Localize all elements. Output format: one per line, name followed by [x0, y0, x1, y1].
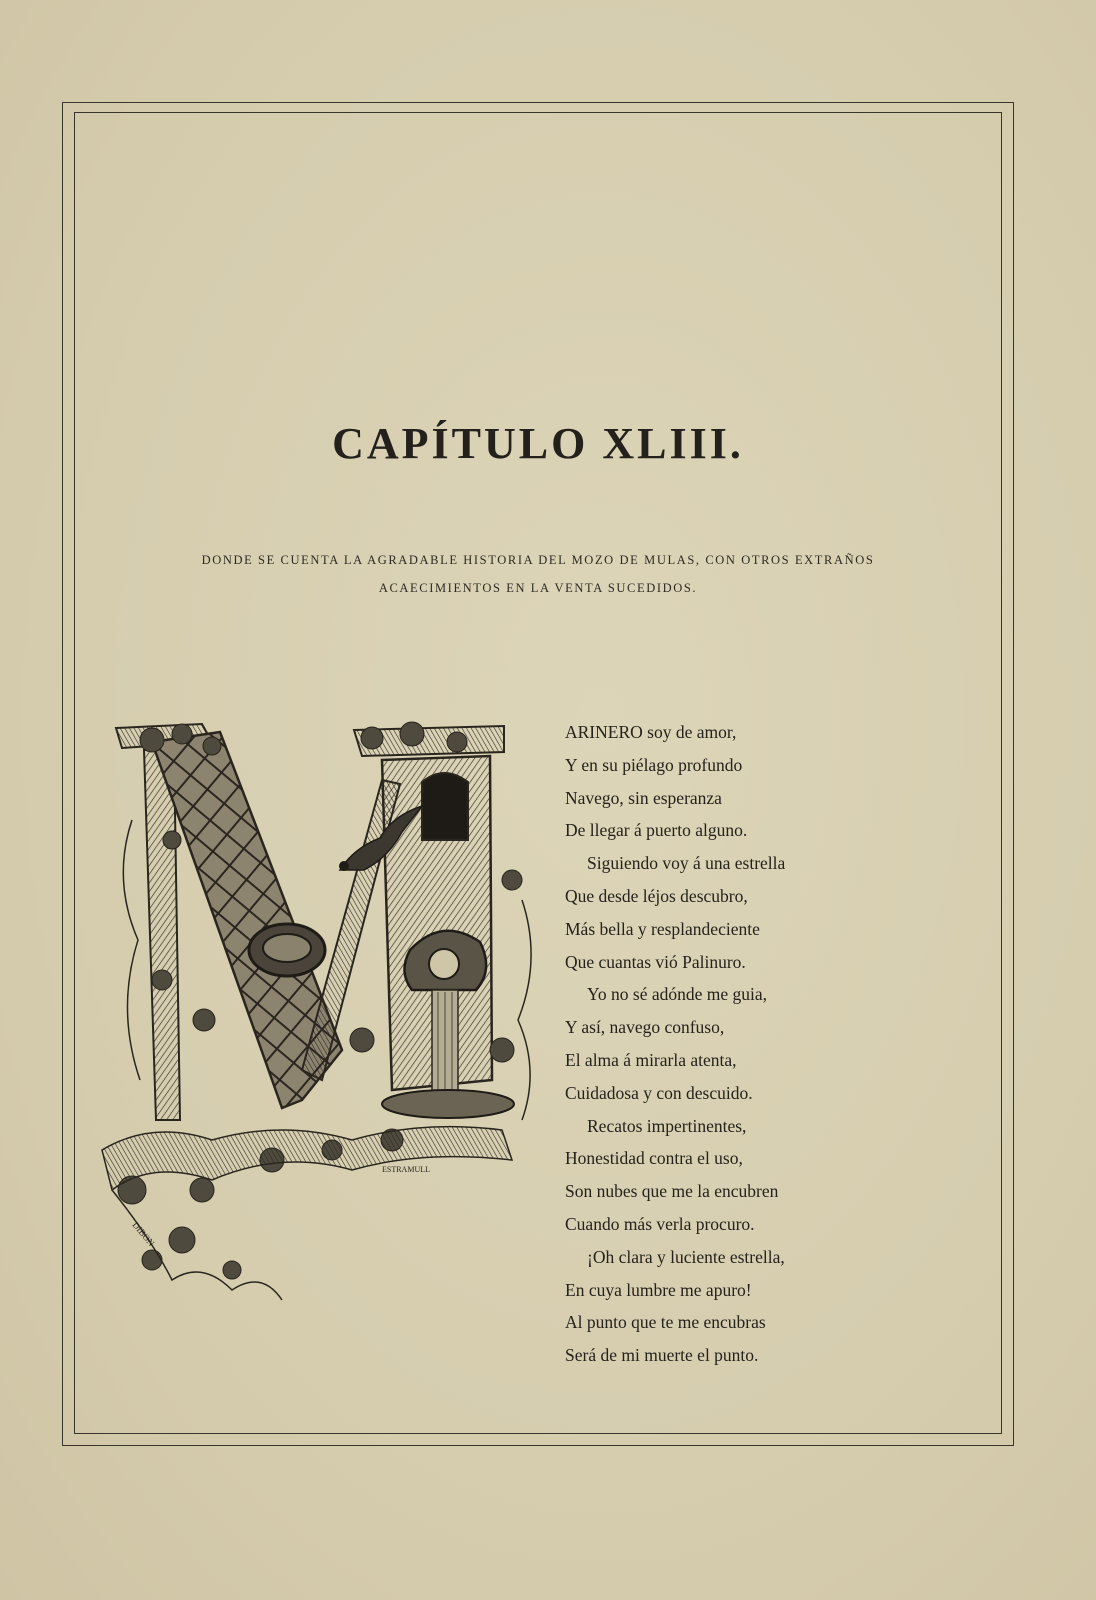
poem-line: Al punto que te me encubras: [565, 1312, 766, 1333]
poem-line: Cuidadosa y con descuido.: [565, 1082, 753, 1103]
chapter-title: CAPÍTULO XLIII.: [332, 419, 744, 468]
chapter-subtitle-line-2: ACAECIMIENTOS EN LA VENTA SUCEDIDOS.: [378, 581, 698, 595]
poem-line: Recatos impertinentes,: [587, 1115, 747, 1136]
engraver-signature: ESTRAMULL: [382, 1165, 430, 1174]
poem-line: ARINERO soy de amor,: [565, 722, 737, 742]
decorated-initial-m: [92, 720, 552, 1320]
poem-line: Honestidad contra el uso,: [565, 1148, 743, 1169]
poem-line: Y en su piélago profundo: [565, 754, 743, 775]
poem-line: Cuando más verla procuro.: [565, 1213, 755, 1234]
poem-line: Que cuantas vió Palinuro.: [565, 951, 746, 972]
chapter-subtitle-line-1: DONDE SE CUENTA LA AGRADABLE HISTORIA DEL MOZO DE MULAS, CON OTROS EXTRAÑOS: [201, 553, 875, 567]
poem-line: Navego, sin esperanza: [565, 787, 722, 808]
poem-line: Más bella y resplandeciente: [565, 918, 760, 939]
poem-line: Será de mi muerte el punto.: [565, 1345, 759, 1366]
decorated-initial-illustration: [92, 720, 552, 1320]
poem-line: Y así, navego confuso,: [565, 1017, 725, 1038]
poem-line: De llegar á puerto alguno.: [565, 820, 748, 841]
poem-line: En cuya lumbre me apuro!: [565, 1279, 752, 1300]
poem-line: ¡Oh clara y luciente estrella,: [587, 1246, 785, 1267]
poem-line: Yo no sé adónde me guia,: [587, 984, 768, 1005]
poem-line: El alma á mirarla atenta,: [565, 1049, 737, 1070]
poem-line: Son nubes que me la encubren: [565, 1181, 779, 1202]
illustrator-signature: DIBON: [130, 1219, 157, 1249]
poem: [565, 716, 985, 1372]
poem-line: Siguiendo voy á una estrella: [587, 853, 786, 874]
poem-line: Que desde léjos descubro,: [565, 885, 748, 906]
chapter-subtitle: [150, 546, 926, 602]
